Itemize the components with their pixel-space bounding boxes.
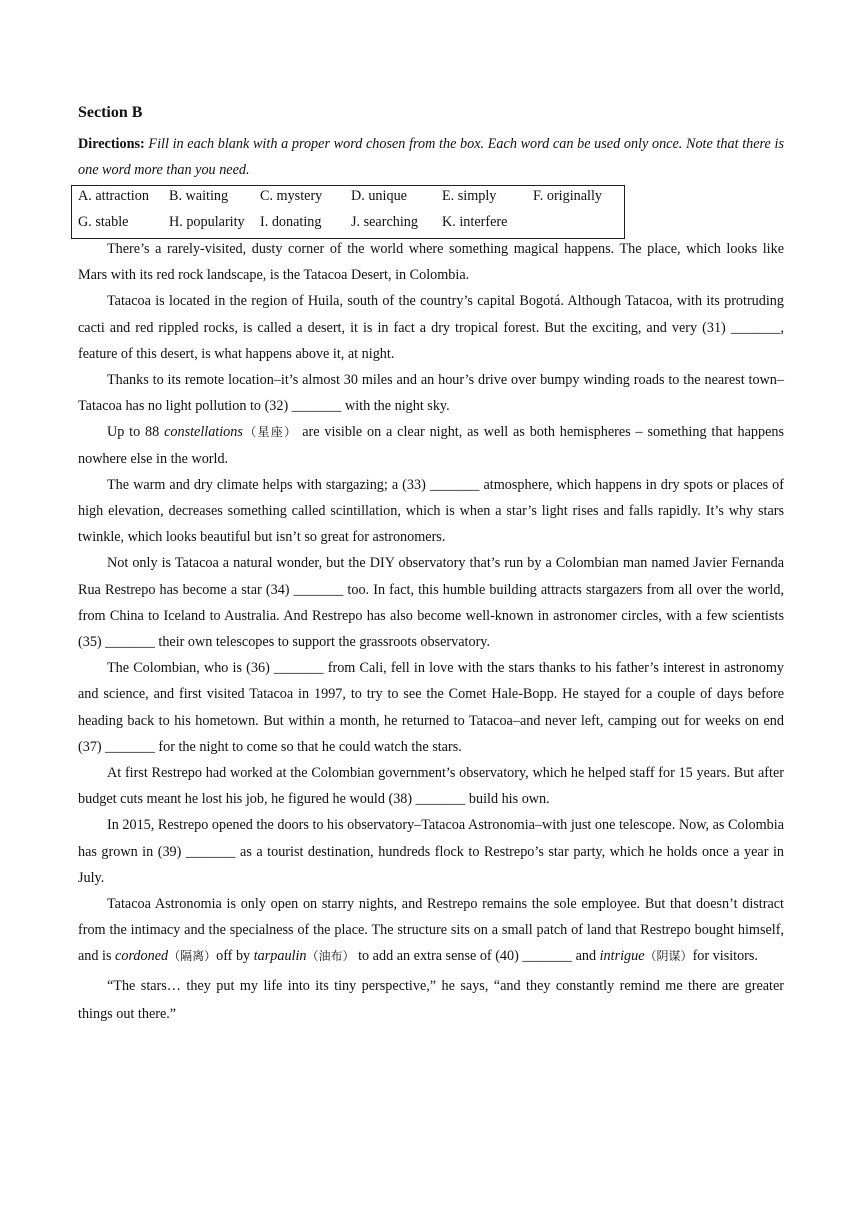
directions-text: Fill in each blank with a proper word chosen from the box. Each word can be used only once. Note that there is one word more than you need.	[78, 136, 784, 179]
word-option: E. simply	[442, 188, 497, 204]
paragraph-11: “The stars… they put my life into its tiny perspective,” he says, “and they constantly remind me there are greater things out there.”	[78, 977, 784, 1022]
word-option: I. donating	[260, 214, 322, 230]
word-option: G. stable	[78, 214, 129, 230]
word-option: D. unique	[351, 188, 407, 204]
paragraph-7: The Colombian, who is (36) _______ from Cali, fell in love with the stars thanks to his father’s interest in astronomy and science, and first visited Tatacoa in 1997, to try to see the Comet Hale-Bopp. He stayed for a couple of days before heading back to his hometown. But within a month, he returned to Tatacoa–and never left, camping out for weeks on end (37) _______ for the night to come so that he could watch the stars.	[78, 660, 784, 755]
directions	[78, 131, 784, 184]
word-option: F. originally	[533, 188, 603, 204]
paragraph-9: In 2015, Restrepo opened the doors to his observatory–Tatacoa Astronomia–with just one telescope. Now, as Colombia has grown in (39) _______ as a tourist destination, hundreds flock to Restrepo’s star party, which he holds once a year in July.	[78, 817, 784, 886]
word-box-row-2	[78, 214, 533, 231]
paragraph-2: Tatacoa is located in the region of Huila, south of the country’s capital Bogotá. Although Tatacoa, with its protruding cacti and red rippled rocks, is called a desert, it is in fact a dry tropical forest. But the exciting, and very (31) _______, feature of this desert, is what happens above it, at night.	[78, 293, 784, 362]
paragraph-3: Thanks to its remote location–it’s almost 30 miles and an hour’s drive over bumpy winding roads to the nearest town–Tatacoa has no light pollution to (32) _______ with the night sky.	[78, 372, 784, 415]
word-box-row-1	[78, 188, 633, 205]
term-tarpaulin: tarpaulin	[253, 948, 307, 965]
directions-label: Directions:	[78, 136, 145, 152]
passage	[78, 236, 784, 1028]
word-option: A. attraction	[78, 188, 149, 204]
paragraph-8: At first Restrepo had worked at the Colombian government’s observatory, which he helped staff for 15 years. But after budget cuts meant he lost his job, he figured he would (38) _______ build his own.	[78, 765, 784, 808]
chinese-gloss: （油布）	[306, 949, 355, 964]
paragraph-10: Tatacoa Astronomia is only open on starry nights, and Restrepo remains the sole employee. But that doesn’t distract from the intimacy and the specialness of the place. The structure sits on a small patch of land that Restrepo bought himself, and is cordoned（隔离）off by tarpaulin（油布） to add an extra sense of (40) _______ and intrigue（阴谋）for visitors.	[78, 896, 784, 965]
term-cordoned: cordoned	[115, 948, 169, 965]
chinese-gloss: （星座）	[242, 425, 298, 440]
term-constellations: constellations	[164, 424, 243, 441]
word-option: B. waiting	[169, 188, 229, 204]
chinese-gloss: （隔离）	[168, 949, 217, 964]
paragraph-5: The warm and dry climate helps with stargazing; a (33) _______ atmosphere, which happens in dry spots or places of high elevation, decreases something called scintillation, which is when a star’s light rises and falls rapidly. It’s why stars twinkle, which looks beautiful but isn’t so great for astronomers.	[78, 476, 784, 546]
paragraph-4: Up to 88 constellations（星座） are visible on a clear night, as well as both hemispheres – something that happens nowhere else in the world.	[78, 424, 784, 467]
word-option: C. mystery	[260, 188, 323, 204]
word-option: K. interfere	[442, 214, 508, 230]
word-option: H. popularity	[169, 214, 245, 230]
section-title: Section B	[78, 104, 143, 121]
paragraph-6: Not only is Tatacoa a natural wonder, but the DIY observatory that’s run by a Colombian man named Javier Fernanda Rua Restrepo has become a star (34) _______ too. In fact, this humble building attracts stargazers from all over the world, from China to Iceland to Australia. And Restrepo has also become well-known in astronomer circles, with a few scientists (35) _______ their own telescopes to support the grassroots observatory.	[78, 555, 784, 651]
paragraph-1: There’s a rarely-visited, dusty corner of the world where something magical happens. The place, which looks like Mars with its red rock landscape, is the Tatacoa Desert, in Colombia.	[78, 241, 784, 284]
word-box	[71, 185, 625, 239]
term-intrigue: intrigue	[599, 948, 645, 965]
chinese-gloss: （阴谋）	[644, 949, 693, 964]
word-option: J. searching	[351, 214, 418, 230]
